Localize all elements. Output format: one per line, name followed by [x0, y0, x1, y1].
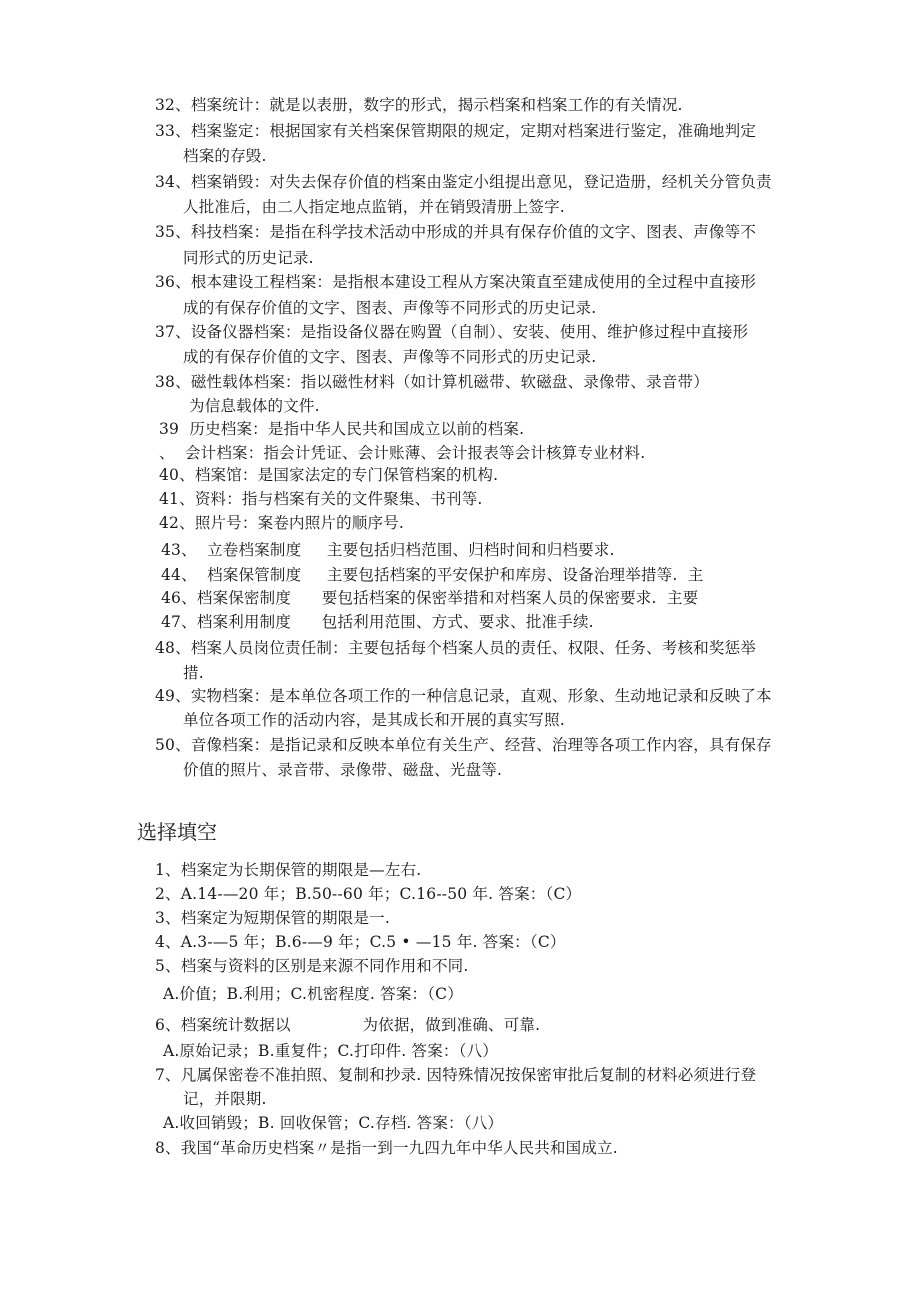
- question-line: 4、A.3-—5 年；B.6-—9 年；C.5 • —15 年. 答案：（C）: [155, 933, 566, 951]
- definition-line: 档案的存毁.: [183, 147, 267, 165]
- question-line: 5、档案与资料的区别是来源不同作用和不同.: [155, 957, 469, 975]
- definition-line: 39 历史档案：是指中华人民共和国成立以前的档案.: [159, 420, 525, 438]
- question-line: 3、档案定为短期保管的期限是一.: [155, 909, 390, 927]
- definition-line: 41、资料：指与档案有关的文件聚集、书刊等.: [159, 490, 483, 508]
- answer-line: A.收回销毁；B. 回收保管；C.存档. 答案：（八）: [163, 1114, 504, 1132]
- definition-line: 35、科技档案：是指在科学技术活动中形成的并具有保存价值的文字、图表、声像等不: [155, 223, 757, 241]
- definition-line: 49、实物档案：是本单位各项工作的一种信息记录，直观、形象、生动地记录和反映了本: [155, 687, 772, 705]
- answer-line: A.原始记录；B.重复件；C.打印件. 答案：（八）: [163, 1042, 498, 1060]
- definition-line: 为信息载体的文件.: [189, 397, 320, 415]
- question-line: 7、凡属保密卷不准拍照、复制和抄录. 因特殊情况按保密审批后复制的材料必须进行登: [155, 1066, 757, 1084]
- definition-line: 同形式的历史记录.: [183, 249, 314, 267]
- definition-line: 32、档案统计：就是以表册，数字的形式，揭示档案和档案工作的有关情况.: [155, 96, 683, 114]
- definition-line: 33、档案鉴定：根据国家有关档案保管期限的规定，定期对档案进行鉴定，准确地判定: [155, 122, 757, 140]
- section-title: 选择填空: [137, 820, 217, 844]
- definition-line: 48、档案人员岗位责任制：主要包括每个档案人员的责任、权限、任务、考核和奖惩举: [155, 639, 757, 657]
- definition-line: 40、档案馆：是国家法定的专门保管档案的机构.: [159, 466, 499, 484]
- definition-line: 34、档案销毁：对失去保存价值的档案由鉴定小组提出意见，登记造册，经机关分管负责: [155, 173, 772, 191]
- question-line: 6、档案统计数据以 为依据，做到准确、可靠.: [155, 1016, 541, 1034]
- question-line: 2、A.14-—20 年；B.50--60 年；C.16--50 年. 答案：（C）: [155, 885, 582, 903]
- definition-line: 36、根本建设工程档案：是指根本建设工程从方案决策直至建成使用的全过程中直接形: [155, 273, 757, 291]
- question-line: 记，并限期.: [183, 1090, 267, 1108]
- definition-line: 单位各项工作的活动内容，是其成长和开展的真实写照.: [183, 711, 565, 729]
- definition-line: 、 会计档案：指会计凭证、会计账薄、会计报表等会计核算专业材料.: [159, 444, 646, 462]
- definition-line: 价值的照片、录音带、录像带、磁盘、光盘等.: [183, 761, 503, 779]
- question-line: 8、我国“革命历史档案〃是指一到一九四九年中华人民共和国成立.: [155, 1139, 618, 1157]
- definition-line: 47、档案利用制度 包括利用范围、方式、要求、批准手续.: [161, 613, 594, 631]
- definition-line: 42、照片号：案卷内照片的顺序号.: [159, 514, 405, 532]
- definition-line: 38、磁性载体档案：指以磁性材料（如计算机磁带、软磁盘、录像带、录音带）: [155, 373, 709, 391]
- definition-line: 43、 立卷档案制度 主要包括归档范围、归档时间和归档要求.: [161, 541, 615, 559]
- definition-line: 44、 档案保管制度 主要包括档案的平安保护和库房、设备治理举措等. 主: [161, 566, 704, 584]
- definition-line: 措.: [183, 664, 204, 682]
- definition-line: 37、设备仪器档案：是指设备仪器在购置（自制）、安装、使用、维护修过程中直接形: [155, 323, 749, 341]
- question-line: 1、档案定为长期保管的期限是—左右.: [155, 861, 422, 879]
- definition-line: 成的有保存价值的文字、图表、声像等不同形式的历史记录.: [183, 348, 597, 366]
- definition-line: 50、音像档案：是指记录和反映本单位有关生产、经营、治理等各项工作内容，具有保存: [155, 736, 772, 754]
- definition-line: 人批准后，由二人指定地点监销，并在销毁清册上签字.: [183, 198, 565, 216]
- definition-line: 成的有保存价值的文字、图表、声像等不同形式的历史记录.: [183, 299, 597, 317]
- answer-line: A.价值；B.利用；C.机密程度. 答案：（C）: [163, 985, 463, 1003]
- definition-line: 46、档案保密制度 要包括档案的保密举措和对档案人员的保密要求. 主要: [161, 589, 699, 607]
